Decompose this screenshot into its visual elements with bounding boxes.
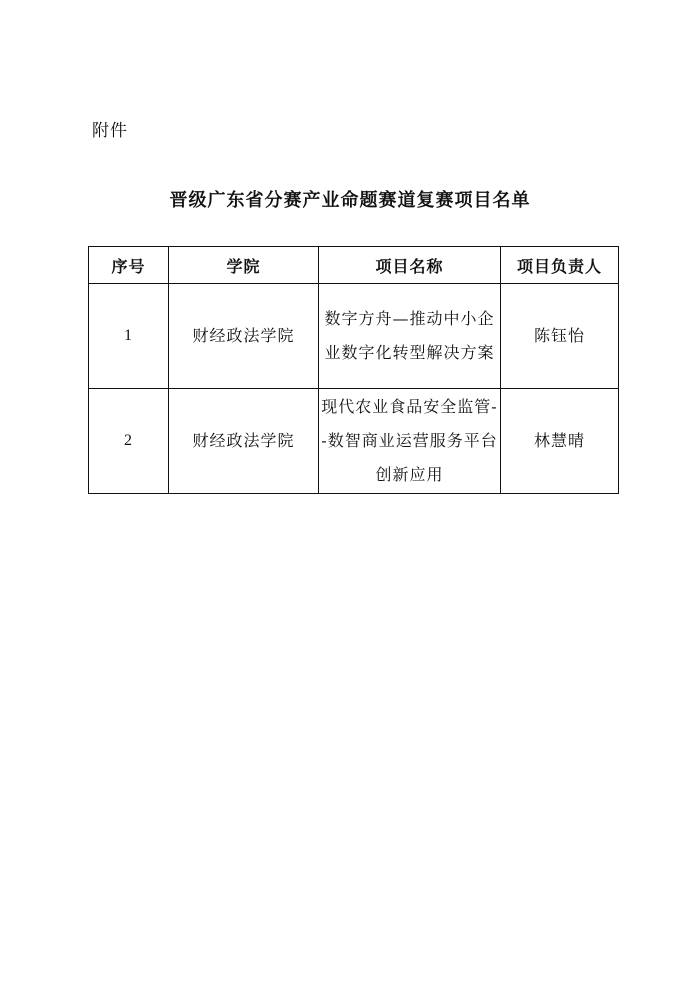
header-college: 学院 [169,247,319,284]
table-row [89,284,619,389]
header-project-name: 项目名称 [319,247,501,284]
header-leader: 项目负责人 [501,247,619,284]
document-title: 晋级广东省分赛产业命题赛道复赛项目名单 [169,190,531,211]
table-row [89,389,619,494]
cell-seq: 1 [89,284,169,389]
cell-project-name: 数字方舟—推动中小企业数字化转型解决方案 [319,284,501,389]
cell-college: 财经政法学院 [169,284,319,389]
cell-project-name: 现代农业食品安全监管--数智商业运营服务平台创新应用 [319,389,501,494]
cell-seq: 2 [89,389,169,494]
header-seq: 序号 [89,247,169,284]
table-header-row [89,247,619,284]
project-roster-table [88,246,619,494]
cell-college: 财经政法学院 [169,389,319,494]
attachment-label: 附件 [92,121,128,141]
cell-leader: 林慧晴 [501,389,619,494]
cell-leader: 陈钰怡 [501,284,619,389]
